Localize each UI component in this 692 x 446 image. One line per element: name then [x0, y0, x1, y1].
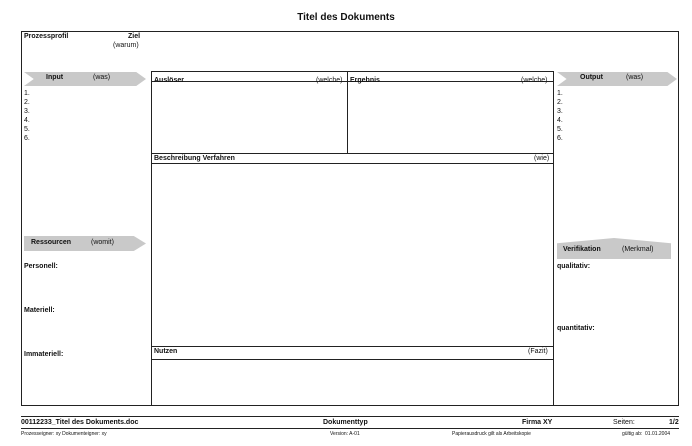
input-label: Input — [46, 74, 64, 81]
benefit-label: Nutzen — [154, 348, 178, 355]
list-item: 4. — [557, 117, 563, 124]
personnel-label: Personell: — [24, 263, 58, 270]
procedure-hint: (wie) — [534, 155, 550, 162]
goal-hint: (warum) — [113, 42, 139, 49]
list-item: 6. — [557, 135, 563, 142]
list-item: 5. — [557, 126, 563, 133]
list-item: 3. — [557, 108, 563, 115]
profile-label: Prozessprofil — [24, 33, 69, 40]
resources-label: Ressourcen — [31, 239, 72, 246]
output-arrow — [557, 72, 677, 86]
list-item: 6. — [24, 135, 30, 142]
list-item: 3. — [24, 108, 30, 115]
resources-hint: (womit) — [91, 239, 114, 246]
immaterial-label: Immateriell: — [24, 351, 64, 358]
benefit-hint: (Fazit) — [528, 348, 548, 355]
output-label: Output — [580, 74, 603, 81]
output-hint: (was) — [626, 74, 644, 81]
footer-valid-date: 01.01.2004 — [645, 431, 671, 437]
footer-pages-label: Seiten: — [613, 419, 635, 426]
quantitative-label: quantitativ: — [557, 325, 595, 332]
trigger-hint: (welche) — [316, 77, 343, 84]
list-item: 2. — [24, 99, 30, 106]
input-hint: (was) — [93, 74, 111, 81]
goal-label: Ziel — [128, 33, 141, 40]
footer-company: Firma XY — [522, 419, 553, 426]
material-label: Materiell: — [24, 307, 55, 314]
list-item: 1. — [557, 90, 563, 97]
footer-filename: 00112233_Titel des Dokuments.doc — [21, 419, 139, 426]
result-label: Ergebnis — [350, 77, 380, 84]
procedure-box — [151, 153, 554, 347]
result-hint: (welche) — [521, 77, 548, 84]
verification-hint: (Merkmal) — [622, 246, 654, 253]
list-item: 4. — [24, 117, 30, 124]
footer-owners: Prozesseigner: xy Dokumenteigner: xy — [21, 431, 107, 437]
footer-print-note: Papierausdruck gilt als Arbeitskopie — [452, 431, 531, 437]
verification-label: Verifikation — [563, 246, 601, 253]
footer-divider — [21, 416, 679, 417]
procedure-label: Beschreibung Verfahren — [154, 155, 235, 162]
output-list — [557, 89, 563, 143]
trigger-label: Auslöser — [154, 77, 184, 84]
footer-version: Version: A-01 — [330, 431, 360, 437]
footer-pages-value: 1/2 — [669, 419, 679, 426]
input-list — [24, 89, 30, 143]
document-title: Titel des Dokuments — [297, 12, 395, 23]
benefit-box — [151, 346, 554, 406]
qualitative-label: qualitativ: — [557, 263, 591, 270]
footer-divider-lower — [21, 428, 679, 429]
input-arrow — [24, 72, 146, 86]
footer-doctype: Dokumenttyp — [323, 419, 368, 426]
footer-valid-label: gültig ab: — [622, 431, 643, 437]
list-item: 1. — [24, 90, 30, 97]
list-item: 2. — [557, 99, 563, 106]
list-item: 5. — [24, 126, 30, 133]
